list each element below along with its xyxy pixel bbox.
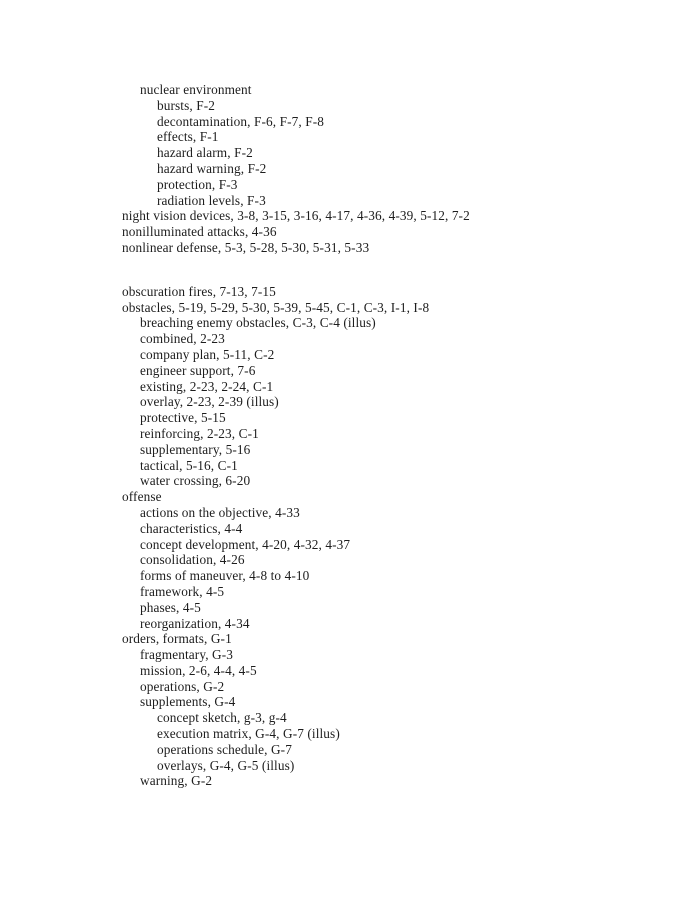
index-entry: execution matrix, G-4, G-7 (illus) (157, 726, 340, 742)
index-entry: concept sketch, g-3, g-4 (157, 710, 287, 726)
index-entry: bursts, F-2 (157, 97, 215, 113)
index-entry: existing, 2-23, 2-24, C-1 (140, 378, 274, 394)
index-entry: overlay, 2-23, 2-39 (illus) (140, 394, 279, 410)
index-entry: water crossing, 6-20 (140, 473, 251, 489)
index-entry: protective, 5-15 (140, 410, 226, 426)
index-entry: reinforcing, 2-23, C-1 (140, 425, 259, 441)
index-entry: hazard alarm, F-2 (157, 145, 253, 161)
index-entry: radiation levels, F-3 (157, 192, 266, 208)
index-entry: orders, formats, G-1 (122, 631, 232, 647)
index-entry: tactical, 5-16, C-1 (140, 457, 238, 473)
index-entry: nuclear environment (140, 82, 252, 97)
index-entry: operations, G-2 (140, 678, 225, 694)
index-entry: offense (122, 489, 162, 505)
index-entry: mission, 2-6, 4-4, 4-5 (140, 662, 257, 678)
index-entry: consolidation, 4-26 (140, 552, 245, 568)
index-entry: operations schedule, G-7 (157, 741, 292, 757)
index-entry: fragmentary, G-3 (140, 647, 234, 663)
index-entry: company plan, 5-11, C-2 (140, 346, 275, 362)
index-section-n (122, 82, 675, 256)
index-entry: obscuration fires, 7-13, 7-15 (122, 283, 276, 299)
index-entry: decontamination, F-6, F-7, F-8 (157, 113, 324, 129)
index-entry: reorganization, 4-34 (140, 615, 250, 631)
index-entry: characteristics, 4-4 (140, 520, 243, 536)
index-entry: framework, 4-5 (140, 583, 225, 599)
index-entry: forms of maneuver, 4-8 to 4-10 (140, 568, 310, 584)
index-entry: nonlinear defense, 5-3, 5-28, 5-30, 5-31, 5-33 (122, 239, 370, 255)
index-entry: concept development, 4-20, 4-32, 4-37 (140, 536, 351, 552)
index-entry: supplements, G-4 (140, 694, 236, 710)
index-entry: overlays, G-4, G-5 (illus) (157, 757, 295, 773)
index-entry: breaching enemy obstacles, C-3, C-4 (illus) (140, 315, 376, 331)
index-entry: engineer support, 7-6 (140, 362, 256, 378)
index-entry: effects, F-1 (157, 129, 219, 145)
index-entry: hazard warning, F-2 (157, 160, 267, 176)
index-entry: obstacles, 5-19, 5-29, 5-30, 5-39, 5-45, C-1, C-3, I-1, I-8 (122, 299, 430, 315)
index-entry-list (122, 82, 675, 789)
index-entry: protection, F-3 (157, 176, 238, 192)
index-entry: night vision devices, 3-8, 3-15, 3-16, 4-17, 4-36, 4-39, 5-12, 7-2 (122, 208, 470, 224)
index-entry: combined, 2-23 (140, 331, 225, 347)
index-section-o (122, 284, 675, 790)
index-entry: phases, 4-5 (140, 599, 201, 615)
index-entry: nonilluminated attacks, 4-36 (122, 224, 277, 240)
index-entry: supplementary, 5-16 (140, 441, 251, 457)
index-entry: warning, G-2 (140, 773, 213, 789)
index-entry: actions on the objective, 4-33 (140, 504, 300, 520)
